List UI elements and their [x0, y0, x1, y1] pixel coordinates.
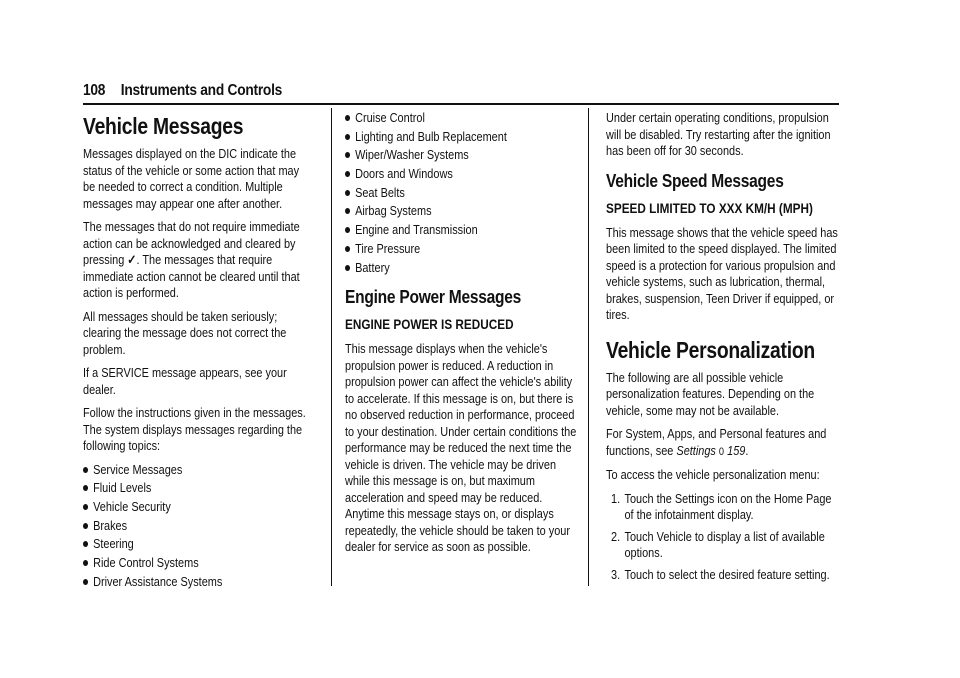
heading-engine-power-messages: Engine Power Messages [345, 286, 522, 307]
bullet-icon [83, 523, 88, 529]
paragraph: This message shows that the vehicle speed has been limited to the speed displayed. The limited speed is a protection for various propulsion and vehicle systems, such as lubrication, thermal, brakes, suspension, Teen Driver if equipped, or tires. [606, 224, 838, 322]
bullet-icon [345, 134, 350, 140]
list-item: Doors and Windows [345, 166, 577, 183]
bullet-icon [83, 541, 88, 547]
title-vehicle-personalization: Vehicle Personalization [606, 336, 815, 363]
list-item: Seat Belts [345, 185, 577, 202]
paragraph: If a SERVICE message appears, see your dealer. [83, 365, 287, 397]
topic-list [83, 462, 314, 591]
bullet-icon [83, 579, 88, 585]
bullet-icon [83, 467, 88, 473]
list-item: Lighting and Bulb Replacement [345, 129, 577, 146]
settings-link[interactable]: Settings [676, 442, 716, 458]
list-item: Ride Control Systems [83, 555, 314, 572]
step-item: 2. Touch Vehicle to display a list of available options. [611, 528, 825, 560]
paragraph: The messages that do not require immediate action can be acknowledged and cleared by pressing ✓. The messages that require immediate action cannot be cleared until that action is performed. [83, 219, 300, 300]
bullet-icon [345, 208, 350, 214]
bullet-icon [83, 485, 88, 491]
page-reference-icon: 0 [718, 445, 725, 458]
paragraph: Under certain operating conditions, propulsion will be disabled. Try restarting after the ignition has been off for 30 seconds. [606, 110, 831, 158]
topic-list-continued [345, 110, 577, 276]
column-1 [83, 110, 358, 592]
column-2 [345, 110, 621, 563]
list-item: Brakes [83, 518, 314, 535]
bullet-icon [345, 115, 350, 121]
paragraph: For System, Apps, and Personal features and functions, see Settings 0 159. [606, 426, 827, 458]
paragraph: Messages displayed on the DIC indicate the status of the vehicle or some action that may be needed to correct a condition. Multiple messages may appear one after another. [83, 146, 300, 211]
bullet-icon [345, 246, 350, 252]
page-number: 108 [83, 82, 106, 99]
bullet-icon [345, 227, 350, 233]
list-item: Cruise Control [345, 110, 577, 127]
list-item: Service Messages [83, 462, 314, 479]
list-item: Steering [83, 536, 314, 553]
page-reference[interactable]: 159 [727, 442, 746, 458]
list-item: Airbag Systems [345, 203, 577, 220]
bullet-icon [83, 560, 88, 566]
heading-vehicle-speed-messages: Vehicle Speed Messages [606, 169, 784, 191]
column-3 [606, 110, 884, 588]
bullet-icon [345, 265, 350, 271]
bullet-icon [345, 190, 350, 196]
step-item: 3. Touch to select the desired feature setting. [611, 566, 830, 582]
step-item: 1. Touch the Settings icon on the Home Page of the infotainment display. [611, 490, 832, 522]
title-vehicle-messages: Vehicle Messages [83, 113, 244, 139]
paragraph: The following are all possible vehicle personalization features. Depending on the vehicle, some may not be available. [606, 369, 815, 418]
bullet-icon [83, 504, 88, 510]
bullet-icon [345, 152, 350, 158]
subheading-engine-power-reduced: ENGINE POWER IS REDUCED [345, 316, 514, 332]
list-item: Engine and Transmission [345, 222, 577, 239]
paragraph: Follow the instructions given in the messages. The system displays messages regarding the following topics: [83, 405, 306, 453]
header-rule [83, 103, 839, 105]
paragraph: All messages should be taken seriously; clearing the message does not correct the problem. [83, 308, 287, 357]
paragraph: This message displays when the vehicle's propulsion power is reduced. A reduction in propulsion power can affect the vehicle's ability to accelerate. If this message is on, but there is no observed reduction in performance, proceed to your destination. Under certain conditions the performance may be reduced the next time the vehicle is driven. The vehicle may be driven while this message is on, but maximum acceleration and speed may be reduced. Anytime this message stays on, or displays repeatedly, the vehicle should be taken to your dealer for service as soon as possible. [345, 341, 577, 554]
paragraph: To access the vehicle personalization menu: [606, 467, 820, 482]
bullet-icon [345, 171, 350, 177]
list-item: Tire Pressure [345, 241, 577, 258]
section-title: Instruments and Controls [120, 82, 283, 99]
list-item: Vehicle Security [83, 499, 314, 516]
list-item: Wiper/Washer Systems [345, 147, 577, 164]
list-item: Driver Assistance Systems [83, 574, 314, 591]
steps-list [606, 491, 840, 584]
subheading-speed-limited: SPEED LIMITED TO XXX KM/H (MPH) [606, 199, 813, 216]
checkmark-icon: ✓ [127, 252, 137, 267]
list-item: Battery [345, 260, 577, 277]
page-header [83, 82, 282, 100]
list-item: Fluid Levels [83, 480, 314, 497]
